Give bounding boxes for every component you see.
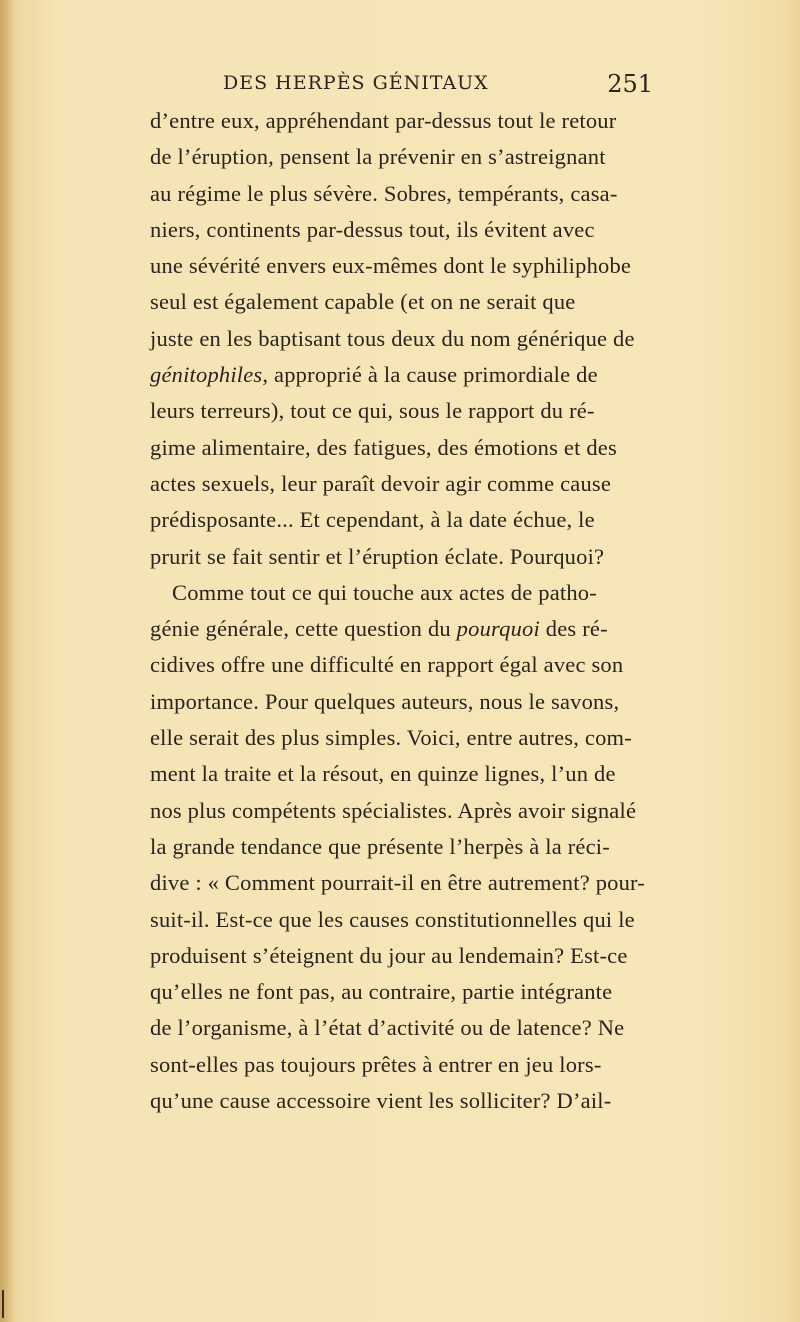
text-line: de l’éruption, pensent la prévenir en s’astreignant (150, 144, 606, 170)
body-text (150, 103, 655, 1119)
text-line: niers, continents par-dessus tout, ils évitent avec (150, 216, 595, 242)
text-line: une sévérité envers eux-mêmes dont le syphiliphobe (150, 253, 632, 279)
running-title: DES HERPÈS GÉNITAUX (223, 72, 489, 94)
text-line: ment la traite et la résout, en quinze lignes, l’un de (150, 761, 616, 787)
text-line: de l’organisme, à l’état d’activité ou de latence? Ne (150, 1015, 625, 1041)
page-spine-shadow (0, 0, 14, 1322)
text-line: sont-elles pas toujours prêtes à entrer en jeu lors- (150, 1051, 602, 1077)
text-line (150, 611, 655, 647)
text-line: seul est également capable (et on ne serait que (150, 289, 576, 315)
text-line: dive : « Comment pourrait-il en être autrement? pour- (150, 870, 645, 896)
text-line: d’entre eux, appréhendant par-dessus tout le retour (150, 108, 617, 133)
text-line: prurit se fait sentir et l’éruption éclate. Pourquoi? (150, 543, 605, 569)
text-line: importance. Pour quelques auteurs, nous le savons, (150, 688, 620, 714)
text-line: prédisposante... Et cependant, à la date échue, le (150, 507, 595, 533)
text-line: gime alimentaire, des fatigues, des émotions et des (150, 434, 617, 460)
italic-term: pourquoi (456, 616, 540, 642)
running-head (223, 72, 653, 106)
text-line: cidives offre une difficulté en rapport égal avec son (150, 652, 624, 678)
text-span: des ré- (539, 616, 608, 642)
text-span: , approprié à la cause primordiale de (262, 362, 598, 388)
text-line: au régime le plus sévère. Sobres, tempérants, casa- (150, 180, 618, 206)
text-line: qu’elles ne font pas, au contraire, partie intégrante (150, 979, 613, 1005)
page-number: 251 (607, 70, 653, 98)
text-line: leurs terreurs), tout ce qui, sous le rapport du ré- (150, 398, 595, 424)
text-line (150, 357, 655, 393)
italic-term: génitophiles (150, 362, 263, 388)
text-span: génie générale, cette question du (150, 616, 457, 642)
text-line: Comme tout ce qui touche aux actes de patho- (172, 579, 597, 605)
text-line: la grande tendance que présente l’herpès à la réci- (150, 833, 610, 859)
text-line: nos plus compétents spécialistes. Après avoir signalé (150, 797, 637, 823)
text-line: suit-il. Est-ce que les causes constitutionnelles qui le (150, 906, 635, 932)
text-line: qu’une cause accessoire vient les solliciter? D’ail- (150, 1088, 612, 1114)
text-line: elle serait des plus simples. Voici, entre autres, com- (150, 725, 632, 751)
margin-mark (2, 1290, 4, 1318)
text-line: produisent s’éteignent du jour au lendemain? Est-ce (150, 942, 628, 968)
text-line: actes sexuels, leur paraît devoir agir comme cause (150, 470, 612, 496)
text-line: juste en les baptisant tous deux du nom générique de (150, 325, 635, 351)
